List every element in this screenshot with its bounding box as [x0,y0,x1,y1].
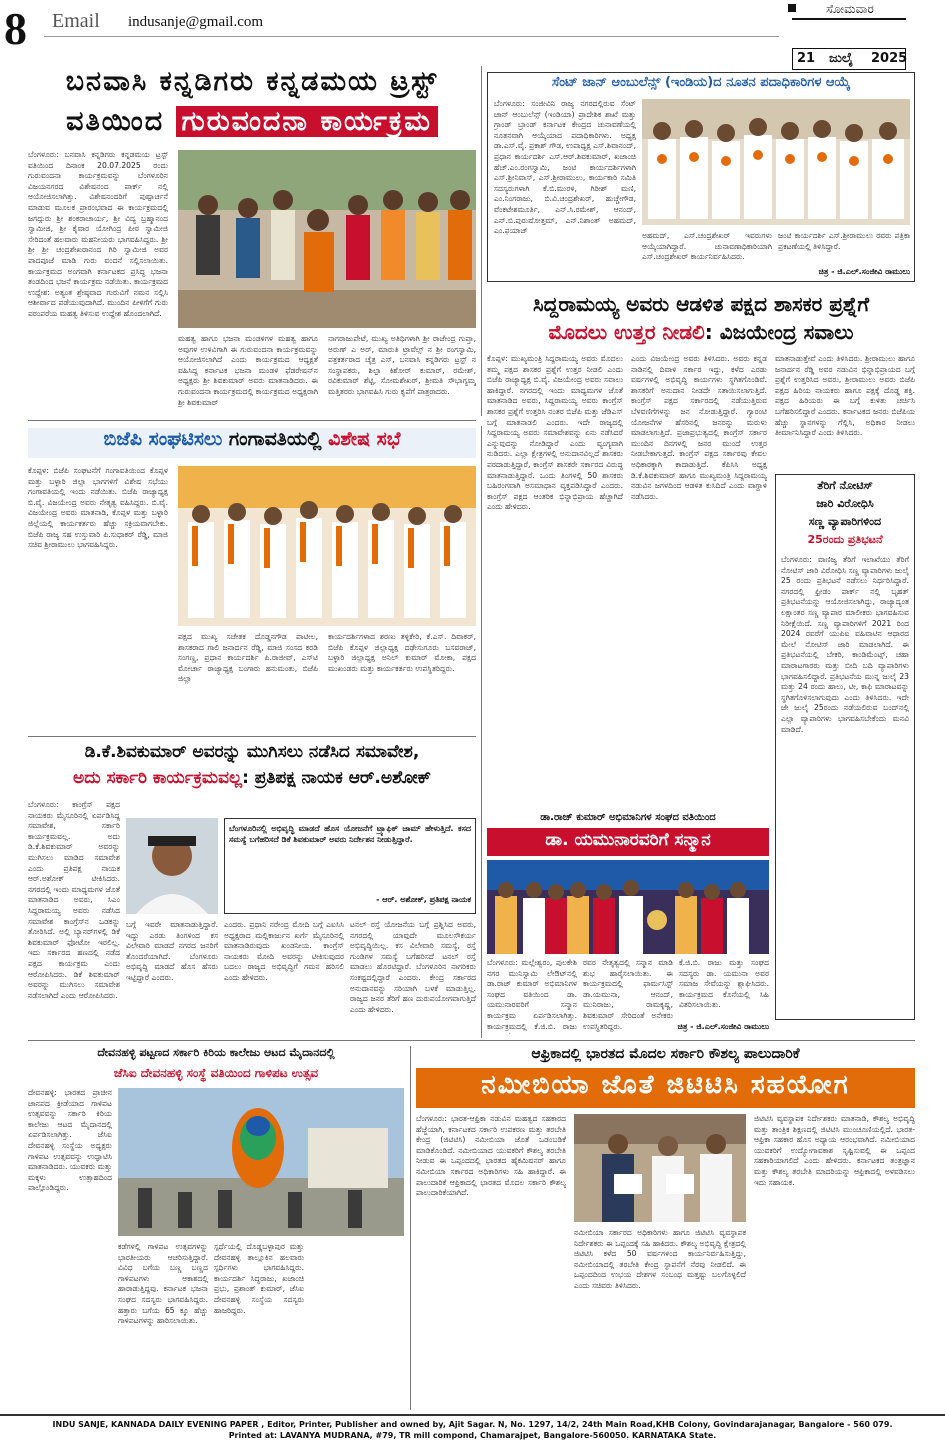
pull-quote [224,818,476,914]
kicker: ಆಫ್ರಿಕಾದಲ್ಲಿ ಭಾರತದ ಮೊದಲ ಸರ್ಕಾರಿ ಕೌಶಲ್ಯ ಪಾಲುದಾರಿಕೆ [531,1046,800,1062]
article-st-john [487,72,915,282]
article-column: ಎಂದು ವಿಜಯೇಂದ್ರ ಅವರು ತಿಳಿಸಿದರು. ಅವರು ಕನ್ನಡ ನಾಡಿನಲ್ಲಿ ದಿವಾಳಿ ಸರ್ಕಾರ ಇದ್ದು, ಕಳೆದ ಎರಡು ವರ್ಷಗಳಲ್ಲಿ ಅಭಿವೃದ್ಧಿ ಕಾರ್ಯಗಳು ಸ್ಥಗಿತಗೊಂಡಿವೆ. ಶಾಸಕರಿಗೆ ಅನುದಾನ ನೀಡದೇ ಸತಾಯಿಸಲಾಗುತ್ತಿದೆ. ಕಾಂಗ್ರೆಸ್ ಪಕ್ಷದ ಸರ್ಕಾರದಲ್ಲಿ ನಡೆಯುತ್ತಿರುವ ಬೆಳವಣಿಗೆಗಳನ್ನು ಜನ ನೋಡುತ್ತಿದ್ದಾರೆ. ಗ್ಯಾರಂಟಿ ಯೋಜನೆಗಳ ಹೆಸರಿನಲ್ಲಿ ಜನರನ್ನು ಮರುಳು ಮಾಡಲಾಗುತ್ತಿದೆ. ಪ್ರಜಾಪ್ರಭುತ್ವದಲ್ಲಿ ಕಾಂಗ್ರೆಸ್ ಸರ್ಕಾರ ಮುಂದಿನ ದಿನಗಳಲ್ಲಿ ಜನರ ಮುಂದೆ ಉತ್ತರ ನೀಡಬೇಕಾಗುತ್ತದೆ. ಕಾಂಗ್ರೆಸ್ ಪಕ್ಷದ ಸರ್ಕಾರವು ಕೇವಲ ಅಧಿಕಾರಕ್ಕಾಗಿ ಕಾದಾಡುತ್ತಿದೆ. ಕೆಪಿಸಿಸಿ ಅಧ್ಯಕ್ಷ ಡಿ.ಕೆ.ಶಿವಕುಮಾರ್ ಹಾಗೂ ಮುಖ್ಯಮಂತ್ರಿ ಸಿದ್ದರಾಮಯ್ಯ ನಡುವಿನ ಜಗಳದಿಂದ ಆಡಳಿತ ಕುಸಿದಿದೆ ಎಂದು ವಾಗ್ದಾಳಿ ನಡೆಸಿದರು. [631,354,767,501]
article-column: ರವರ ನೇತೃತ್ವದಲ್ಲಿ ಸನ್ಮಾನ ಮಾಡಿ ಶುಭ ಹಾರೈಸಲಾಯಿತು. ಈ ಕಾರ್ಯಕ್ರಮದಲ್ಲಿ ಫಾರ್ಮಸಿಸ್ಟ್ ಡಾ.ಯಮುನಾ, ಆನಂದ್, ಮುನಿರಾಜು, ರಾಮಕೃಷ್ಣ, ಶಿವಕುಮಾರ್ ಸೇರಿದಂತೆ ಅನೇಕರು ಉಪಸ್ಥಿತರಿದ್ದರು. [583,958,673,1031]
article-column: ಮಹತ್ವ ಹಾಗೂ ಭಜನಾ ಮಂಡಳಿಗಳ ಮಹತ್ವ ಹಾಗೂ ಅವುಗಳ ಉಳಿವಿಗಾಗಿ ಈ ಗುರುವಂದನಾ ಕಾರ್ಯಕ್ರಮವನ್ನು ಆಯೋಜಿಸಲಾಗಿದೆ ಎಂದು ಕಾರ್ಯಕ್ರಮದ ಆಧ್ಯಕ್ಷತೆ ವಹಿಸಿದ್ದ ಕರ್ನಾಟಕ ಭಜನಾ ಮಂಡಳಿ ಫೆಡರೇಷನ್‌ನ ಅಧ್ಯಕ್ಷರು ಶ್ರೀ ಶಿವಕುಮಾರ್ ಅವರು ಮಾತನಾಡಿದರು. ಈ ಗುರುವಂದನಾ ಕಾರ್ಯಕ್ರಮದಲ್ಲಿ ಕಾರ್ಯಕ್ರಮದ ಅಧ್ಯಕ್ಷರಾಗಿ ಶ್ರೀ ಶಿವಕುಮಾರ್ [178,334,318,407]
headline-line1: ಬನವಾಸಿ ಕನ್ನಡಿಗರು ಕನ್ನಡಮಯ ಟ್ರಸ್ಟ್ [65,66,439,97]
imprint-line1: INDU SANJE, KANNADA DAILY EVENING PAPER , Editor, Printer, Publisher and owned by, Ajit Sagar. N, No. 1297, 14/2, 24th Main Road,KHB Colony, Govindarajanagar, Bangalore - 560 079. [52,1420,893,1429]
headline-line2 [28,106,476,138]
article-column: ಮಾತನಾಡುತ್ತೇವೆ ಎಂದು ತಿಳಿಸಿದರು. ಶ್ರೀರಾಮುಲು ಹಾಗೂ ಜನಾರ್ದನ ರೆಡ್ಡಿ ಅವರ ನಡುವಿನ ಭಿನ್ನಾಭಿಪ್ರಾಯದ ಬಗ್ಗೆ ಪ್ರಶ್ನೆಗೆ ಉತ್ತರಿಸಿದ ಅವರು, ಶ್ರೀರಾಮುಲು ಅವರು ಬಿಜೆಪಿ ಪಕ್ಷದ ಹಿರಿಯ ನಾಯಕರು ಹಾಗೂ ಪಕ್ಷಕ್ಕೆ ದೊಡ್ಡ ಶಕ್ತಿ. ಪಕ್ಷದ ಹಿರಿಯರು ಈ ಬಗ್ಗೆ ಕುಳಿತು ಚರ್ಚಿಸಿ ಬಗೆಹರಿಸಲಿದ್ದಾರೆ ಎಂದರು. ಕರ್ನಾಟಕದ ಜನರು ಬಿಜೆಪಿಯ ಹೆಚ್ಚು ಸ್ಥಾನಗಳನ್ನು ಗೆಲ್ಲಿಸಿ, ಅಧಿಕಾರ ನೀಡಲು ತೀರ್ಮಾನಿಸಿದ್ದಾರೆ ಎಂದು ತಿಳಿಸಿದರು. [775,354,915,438]
headline: ನಮೀಬಿಯಾ ಜೊತೆ ಜಿಟಿಟಿಸಿ ಸಹಯೋಗ [416,1068,915,1108]
event-photo [118,1088,404,1236]
photo-credit: ಚಿತ್ರ - ಜಿ.ಎಲ್.ಸಂಜೀವಿ ರಾಮುಲು [677,1022,769,1031]
article-column: ಬೆಂಗಳೂರು: ಸಂಜೀವಿನಿ ರಾಜ್ಯ ನಗರದಲ್ಲಿರುವ ಸೆಂಟ್ ಜಾನ್ ಆಂಬುಲೆನ್ಸ್ (ಇಂಡಿಯಾ) ಪ್ರಾದೇಶಿಕ ಶಾಖೆ ಮತ್ತು ಗ್ರಾಂಡ್ ಬ್ರಾಂಡ್ ಕರ್ನಾಟಕ ಕೇಂದ್ರದ ಚುನಾವಣೆಯಲ್ಲಿ ನೂತನವಾಗಿ ಆಯ್ಕೆಯಾದ ಪದಾಧಿಕಾರಿಗಳು. ಅಧ್ಯಕ್ಷ ಡಾ.ಎಸ್.ವೈ. ಪ್ರಕಾಶ್ ಗೌಡ, ಉಪಾಧ್ಯಕ್ಷ ಎಸ್.ಶಿವಾನಂದ್, ಪ್ರಧಾನ ಕಾರ್ಯದರ್ಶಿ ಎಸ್.ಆರ್.ಶಿವಕುಮಾರ್, ಖಜಾಂಚಿ ಹೆಚ್.ಎಂ.ರಂಗಸ್ವಾಮಿ, ಜಂಟಿ ಕಾರ್ಯದರ್ಶಿಗಳಾಗಿ ಎಸ್.ಶ್ರೀನಿವಾಸ್, ಎಸ್.ಶ್ರೀರಾಮುಲು, ಕಾರ್ಯಕಾರಿ ಸಮಿತಿ ಸದಸ್ಯರುಗಳಾಗಿ ಕೆ.ಬಿ.ಮುರಳಿ, ಗಿರೀಶ್ ಮಣಿ, ಎಂ.ನಿಂಗರಾಜು, ಬಿ.ವಿ.ಚಂದ್ರಶೇಖರ್, ಹುಚ್ಚೇಗೌಡ, ವೆಂಕಟೇಶಮೂರ್ತಿ, ಎನ್.ಸಿ.ರಮೇಶ್, ಆನಂದ್, ಎನ್.ಬಿ.ಪುರುಷೋತ್ತಮ್, ಎನ್.ನಿಶಾಂತ್ ಅಹಮದ್, ಎಂ.ಫಯಾಜ್ [494,99,636,236]
date-row [792,48,906,70]
photo-credit: ಚಿತ್ರ - ಜಿ.ಎಲ್.ಸಂಜೀವಿ ರಾಮುಲು [818,267,910,276]
article-column: ಬೆಂಗಳೂರು: ಬನವಾಸಿ ಕನ್ನಡಿಗರು ಕನ್ನಡಮಯ ಟ್ರಸ್ಟ್ ವತಿಯಿಂದ ದಿನಾಂಕ 20.07.2025 ರಂದು ಗುರುವಂದನಾ ಕಾರ್ಯಕ್ರಮವನ್ನು ಬೆಂಗಳೂರಿನ ವಿಜಯನಗರದ ವಿಶೇಷನಂದ ಪಾರ್ಕ್ ನಲ್ಲಿ ಆಯೋಜಿಸಲಾಗಿತ್ತು. ವಿಶೇಷನಂದರಿಗೆ ಪುಷ್ಪಾರ್ಚನೆ ಮಾಡುವ ಮೂಲಕ ಪ್ರಾರಂಭವಾದ ಈ ಕಾರ್ಯಕ್ರಮದಲ್ಲಿ ಜಗದ್ಗುರು ಶ್ರೀ ಶಂಕರಾಚಾರ್ಯ, ಶ್ರೀ ವಿದ್ಯ ಬ್ರಹ್ಮಾನಂದ ಸ್ವಾಮೀಜಿ, ಶ್ರೀ ಕೈವಾರ ಯೋಗಿಂದ್ರ ಪೀಠ ಸ್ವಾಮೀಜಿ ಸೇರಿದಂತೆ ಹಲವಾರು ಮಹನೀಯರು ಭಾಗವಹಿಸಿದ್ದರು. ಶ್ರೀ ಶ್ರೀ ಶ್ರೀ ಚಂದ್ರಶೇಖರಾನಂದ ಗಿರಿ ಸ್ವಾಮೀಜಿ ಅವರ ಪಾದಪೂಜೆ ಮಾಡಿ ಗುರು ವಂದನೆ ಸಲ್ಲಿಸಲಾಯಿತು. ಕಾರ್ಯಕ್ರಮದ ಅಂಗವಾಗಿ ಕರ್ನಾಟಕದ ಪ್ರಸಿದ್ಧ ಭಜನಾ ತಂಡದಿಂದ ಭಜನೆ ಕಾರ್ಯಕ್ರಮ ನಡೆಯಿತು. ಕಾರ್ಯಕ್ರಮದ ಉದ್ದೇಶ: ಅತ್ಯಂತ ಶ್ರೇಷ್ಠವಾದ ಗುರುವಿಗೆ ನಮನ ಸಲ್ಲಿಸಿ ಆಶೀರ್ವಾದ ಪಡೆಯುವುದಾಗಿದೆ. ಮುಂದಿನ ಪೀಳಿಗೆಗೆ ಗುರು ಪರಂಪರೆಯ ಮಹತ್ವ ತಿಳಿಸುವ ಉದ್ದೇಶ ಹೊಂದಲಾಗಿದೆ. [28,150,168,318]
article-column: ಪಕ್ಷದ ಮುಖ್ಯ ಸಚೇತಕ ದೊಡ್ಡನಗೌಡ ಪಾಟೀಲ, ಶಾಸಕರಾದ ಗಾಲಿ ಜನಾರ್ದನ ರೆಡ್ಡಿ, ಮಾಜಿ ಸಂಸದ ಕರಡಿ ಸಂಗಣ್ಣ, ಪ್ರಧಾನ ಕಾರ್ಯದರ್ಶಿ ಪಿ.ರಾಜೀವ್, ಎಸ್‌ಟಿ ಮೋರ್ಚಾ ರಾಜ್ಯಾಧ್ಯಕ್ಷ ಬಂಗಾರು ಹನುಮಂತು, ಬಿಜೆಪಿ ಜಿಲ್ಲಾ [178,632,318,684]
headline-part1: ಬಿಜೆಪಿ ಸಂಘಟಿಸಲು [103,428,229,450]
quote-text: ಬೆಂಗಳೂರಿನಲ್ಲಿ ಅಭಿವೃದ್ಧಿ ಮಾಡದೆ ಹೊಸ ಯೋಜನೆಗೆ ಟ್ರ್ಯಾಫಿಕ್ ಜಾಮ್ ಹೇಳುತ್ತಿದೆ. ಕಸದ ಸಮಸ್ಯೆ ಬಗೆಹರಿಸದೆ ಡಿಕೆ ಶಿವಕುಮಾರ್ ಅವರು ನಿರ್ದೇಶನ ನೀಡುತ್ತಿದ್ದಾರೆ. [229,824,471,844]
article-gurvandana [28,66,476,416]
headline-part2: ಗಂಗಾವತಿಯಲ್ಲಿ [228,428,329,450]
date-weekday: ಸೋಮವಾರ [826,2,874,16]
kicker: ಡಾ.ರಾಜ್ ಕುಮಾರ್ ಅಭಿಮಾನಿಗಳ ಸಂಘದ ವತಿಯಿಂದ [540,812,716,823]
article-bjp-gangavati [28,426,476,726]
date-rule [792,18,906,20]
email-label: Email [52,10,100,32]
article-column: ಸ್ಪರ್ಧೆಯಲ್ಲಿ ದೊಡ್ಡಬಳ್ಳಾಪುರ ಮತ್ತು ದೇವನಹಳ್ಳಿ ತಾಲ್ಲೂಕಿನ ಹಲವಾರು ಸ್ಪರ್ಧಿಗಳು ಭಾಗವಹಿಸಿದ್ದರು. ಕಾರ್ಯದರ್ಶಿ ಸಿದ್ಧರಾಜು, ಖಜಾಂಚಿ ಪ್ರಭು, ಪ್ರಶಾಂತ್ ಕುಮಾರ್, ಜೆಸಿಐ ದೇವನಹಳ್ಳಿ ಸಂಸ್ಥೆಯ ಸದಸ್ಯರು ಹಾಜರಿದ್ದರು. [214,1242,304,1315]
article-kite-festival [28,1046,404,1410]
article-column: ಟನಲ್ ರಸ್ತೆ ಯೋಜನೆಯ ಬಗ್ಗೆ ಪ್ರಶ್ನಿಸಿದ ಅವರು, ನಗರದಲ್ಲಿ ಯಾವುದೇ ಮೂಲಸೌಕರ್ಯ ಅಭಿವೃದ್ಧಿಯಿಲ್ಲ. ಕಸ ವಿಲೇವಾರಿ ಸಮಸ್ಯೆ, ರಸ್ತೆ ಗುಂಡಿಗಳ ಸಮಸ್ಯೆ ಬಗೆಹರಿಸದೆ ಟನಲ್ ರಸ್ತೆ ಮಾಡಲು ಹೊರಟಿದ್ದಾರೆ. ಬೆಂಗಳೂರಿನ ನಾಗರಿಕರು ಸಂಕಷ್ಟದಲ್ಲಿದ್ದಾರೆ ಎಂದರು. ಕೇಂದ್ರ ಸರ್ಕಾರದ ಅನುದಾನವನ್ನು ಸರಿಯಾಗಿ ಬಳಕೆ ಮಾಡುತ್ತಿಲ್ಲ. ರಾಜ್ಯದ ಜನರ ತೆರಿಗೆ ಹಣ ದುರುಪಯೋಗವಾಗುತ್ತಿದೆ ಎಂದು ಹೇಳಿದರು. [350,920,476,1014]
row-divider [28,420,476,421]
article-ashok [28,742,476,1038]
article-tax-notice [775,474,915,1020]
headline-line2-part2: ಗುರುವಂದನಾ ಕಾರ್ಯಕ್ರಮ [176,106,438,137]
article-column: ದೇವನಹಳ್ಳಿ: ಭಾರತದ ಪ್ರಾಚೀನ ಜಾನಪದ ಕ್ರೀಡೆಯಾದ ಗಾಳಿಪಟ ಉತ್ಸವವನ್ನು ಸರ್ಕಾರಿ ಕಿರಿಯ ಕಾಲೇಜು ಆಟದ ಮೈದಾನದಲ್ಲಿ ಏರ್ಪಡಿಸಲಾಗಿತ್ತು. ಜೆಸಿಐ ದೇವನಹಳ್ಳಿ ಸಂಸ್ಥೆಯ ಅಧ್ಯಕ್ಷರು ಗಾಳಿಪಟ ಉತ್ಸವವನ್ನು ಉದ್ಘಾಟಿಸಿ ಮಾತನಾಡಿದರು. ಯುವಕರು ಮತ್ತು ಮಕ್ಕಳು ಉತ್ಸಾಹದಿಂದ ಪಾಲ್ಗೊಂಡಿದ್ದರು. [28,1088,112,1193]
article-column: ಎಂದರು. ಪ್ರಧಾನಿ ನರೇಂದ್ರ ಮೋದಿ ಬಗ್ಗೆ ಎಐಸಿಸಿ ಅಧ್ಯಕ್ಷರಾದ ಮಲ್ಲಿಕಾರ್ಜುನ ಖರ್ಗೆ ಮೈಸೂರಿನಲ್ಲಿ ಮಾತನಾಡಿರುವುದು ಖಂಡನೀಯ. ಕಾಂಗ್ರೆಸ್ ನಾಯಕರು ಮೋದಿ ಅವರನ್ನು ಟೀಕಿಸುವುದರ ಬದಲು ರಾಜ್ಯದ ಅಭಿವೃದ್ಧಿಗೆ ಗಮನ ಹರಿಸಲಿ ಎಂದು ಹೇಳಿದರು. [224,920,344,982]
headline-line2-part1: ಅದು ಸರ್ಕಾರಿ ಕಾರ್ಯಕ್ರಮವಲ್ಲ [73,768,243,788]
headline-line2-part2: : ಪ್ರತಿಪಕ್ಷ ನಾಯಕ ಆರ್.ಅಶೋಕ್ [242,768,431,788]
portrait-photo [126,818,218,914]
article-column: ಬೆಂಗಳೂರು: ಭಾರತ-ಆಫ್ರಿಕಾ ನಡುವಿನ ಮಹತ್ವದ ಸಹಕಾರದ ಹೆಜ್ಜೆಯಾಗಿ, ಕರ್ನಾಟಕದ ಸರ್ಕಾರಿ ಉಪಕರಣ ಮತ್ತು ತರಬೇತಿ ಕೇಂದ್ರ (ಜಿಟಿಟಿಸಿ) ನಮೀಬಿಯಾ ಜೊತೆ ಒಡಂಬಡಿಕೆ ಮಾಡಿಕೊಂಡಿದೆ. ನಮೀಬಿಯಾದ ಯುವಕರಿಗೆ ಕೌಶಲ್ಯ ತರಬೇತಿ ನೀಡುವ ಈ ಒಪ್ಪಂದದಲ್ಲಿ ಭಾರತದ ಹೈಕಮಿಷನರ್ ಹಾಗೂ ನಮೀಬಿಯಾ ಸರ್ಕಾರದ ಅಧಿಕಾರಿಗಳು ಸಹಿ ಹಾಕಿದ್ದಾರೆ. ಈ ಪಾಲುದಾರಿಕೆ ಆಫ್ರಿಕಾದಲ್ಲಿ ಭಾರತದ ಮೊದಲ ಸರ್ಕಾರಿ ಕೌಶಲ್ಯ ಪಾಲುದಾರಿಕೆಯಾಗಿದೆ. [416,1114,566,1198]
headline-line2 [487,320,915,344]
row-divider [28,736,476,737]
article-column: ಬಗ್ಗೆ ಇವರೇ ಮಾತನಾಡುತ್ತಿದ್ದಾರೆ. ಇದ್ದು ಎರಡು ತಿಂಗಳಿಂದ ಕಸ ವಿಲೇವಾರಿ ಮಾಡದೆ ನಗರದ ಜನರಿಗೆ ತೊಂದರೆಯಾಗಿದೆ. ಬೆಂಗಳೂರು ಅಭಿವೃದ್ಧಿ ಮಾಡದೆ ಹೊಸ ಹೆಸರು ಇಟ್ಟಿದ್ದಾರೆ ಎಂದರು. [126,920,218,982]
headline-part3: ವಿಶೇಷ ಸಭೆ [328,428,401,450]
headline: ಡಾ. ಯಮುನಾರವರಿಗೆ ಸನ್ಮಾನ [487,828,769,856]
headline-line2-part1: ವತಿಯಿಂದ [66,106,176,137]
headline: ಸೆಂಟ್ ಜಾನ್ ಆಂಬುಲೆನ್ಸ್ (ಇಂಡಿಯ)ದ ನೂತನ ಪದಾಧಿಕಾರಿಗಳ ಆಯ್ಕೆ [551,75,851,90]
article-column: ಜಂಟಿ ಕಾರ್ಯದರ್ಶಿ ಎಸ್.ಶ್ರೀರಾಮುಲು ರವರು ಪತ್ರಿಕಾ ಪ್ರಕಟಣೆಯಲ್ಲಿ ತಿಳಿಸಿದ್ದಾರೆ. [778,231,910,251]
headline-line2-part1: ಮೊದಲು ಉತ್ತರ ನೀಡಲಿ [548,320,705,344]
article-namibia [416,1046,915,1410]
article-column: ಕೊಪ್ಪಳ: ಮುಖ್ಯಮಂತ್ರಿ ಸಿದ್ದರಾಮಯ್ಯ ಅವರು ಮೊದಲು ತಮ್ಮ ಪಕ್ಷದ ಶಾಸಕರ ಪ್ರಶ್ನೆಗೆ ಉತ್ತರ ನೀಡಲಿ ಎಂದು ಬಿಜೆಪಿ ರಾಜ್ಯಾಧ್ಯಕ್ಷ ಬಿ.ವೈ. ವಿಜಯೇಂದ್ರ ಅವರು ಸವಾಲು ಹಾಕಿದ್ದಾರೆ. ನಗರದಲ್ಲಿ ಇಂದು ಮಾಧ್ಯಮಗಳ ಜೊತೆ ಮಾತನಾಡಿದ ಅವರು, ಸಿದ್ದರಾಮಯ್ಯ ಅವರು ಕಾಂಗ್ರೆಸ್ ಶಾಸಕರ ಪ್ರಶ್ನೆಗೆ ಉತ್ತರಿಸಿ ನಂತರ ಬಿಜೆಪಿ ಮತ್ತು ಜೆಡಿಎಸ್ ಬಗ್ಗೆ ಮಾತನಾಡಲಿ ಎಂದರು. ಇದೇ ರಾಜ್ಯದಲ್ಲಿ ಸಿದ್ದರಾಮಯ್ಯ ಅವರು ಸಮಾವೇಶವನ್ನು ಏನು ನಡೆಸಿದರೆ ಎನ್ನುವುದನ್ನು ನೋಡಿದ್ದಾರೆ ಎಂದು ವ್ಯಂಗ್ಯವಾಗಿ ನುಡಿದರು. ಎಲ್ಲಾ ಕ್ಷೇತ್ರಗಳಲ್ಲಿ ಅನುದಾನವಿಲ್ಲದೆ ಶಾಸಕರು ಪರದಾಡುತ್ತಿದ್ದಾರೆ, ಕಾಂಗ್ರೆಸ್ ಶಾಸಕರೇ ಸರ್ಕಾರದ ವಿರುದ್ಧ ಮಾತನಾಡುತ್ತಿದ್ದಾರೆ. ಒಂದು ತಿಂಗಳಲ್ಲಿ 50 ಶಾಸಕರು ಬಹಿರಂಗವಾಗಿ ಅಸಮಾಧಾನ ವ್ಯಕ್ತಪಡಿಸಿದ್ದಾರೆ ಎಂದರು. ಕಾಂಗ್ರೆಸ್ ಪಕ್ಷದ ಆಂತರಿಕ ಭಿನ್ನಾಭಿಪ್ರಾಯ ಹೆಚ್ಚಾಗಿದೆ ಎಂದು ಹೇಳಿದರು. [487,354,623,512]
email-address[interactable]: indusanje@gmail.com [128,14,264,30]
imprint-footer [0,1414,945,1446]
article-column: ಕಡೆಗಳಲ್ಲಿ ಗಾಳಿಪಟ ಉತ್ಸವಗಳನ್ನು ಭಾರತೀಯರು ಆಚರಿಸುತ್ತಿದ್ದಾರೆ. ವಿವಿಧ ಬಗೆಯ ಬಣ್ಣ ಬಣ್ಣದ ಗಾಳಿಪಟಗಳು ಆಕಾಶದಲ್ಲಿ ಹಾರಾಡುತ್ತಿದ್ದವು. ಕರ್ನಾಟಕ ಭಜನಾ ಸಂಘದ ಸದಸ್ಯರು ಭಾಗವಹಿಸಿದ್ದರು. ಹತ್ತಾರು ಬಗೆಯ 65 ಕ್ಕೂ ಹೆಚ್ಚು ಗಾಳಿಪಟಗಳನ್ನು ಹಾರಿಸಲಾಯಿತು. [118,1242,208,1326]
event-photo [574,1114,746,1222]
kicker: ತೆರಿಗೆ ನೋಟಿಸ್ [817,479,873,492]
row-divider [28,1040,915,1041]
quote-author: - ಆರ್. ಅಶೋಕ್, ಪ್ರತಿಪಕ್ಷ ನಾಯಕ [376,895,471,904]
date-month: ಜುಲೈ [829,51,853,66]
headline-line1: ಸಿದ್ದರಾಮಯ್ಯ ಅವರು ಆಡಳಿತ ಪಕ್ಷದ ಶಾಸಕರ ಪ್ರಶ್ನೆಗೆ [533,292,869,316]
article-column: ಕೊಪ್ಪಳ: ಬಿಜೆಪಿ ಸಂಘಟನೆಗೆ ಗಂಗಾವತಿಯಿಂದ ಕೊಪ್ಪಳ ಮತ್ತು ಬಳ್ಳಾರಿ ಜಿಲ್ಲಾ ಭಾಗಗಳಿಗೆ ವಿಶೇಷ ಸಭೆಯು ಗಂಗಾವತಿಯಲ್ಲಿ ಇಂದು ನಡೆಯಿತು. ಬಿಜೆಪಿ ರಾಜ್ಯಾಧ್ಯಕ್ಷ ಬಿ.ವೈ. ವಿಜಯೇಂದ್ರ ಅವರು ನೇತೃತ್ವ ವಹಿಸಿದ್ದರು. ಬಿ.ವೈ. ವಿಜಯೇಂದ್ರ ಅವರು ಮಾತನಾಡಿ, ಕೊಪ್ಪಳ ಮತ್ತು ಬಳ್ಳಾರಿ ಜಿಲ್ಲೆಯಲ್ಲಿ ಕಾರ್ಯಕರ್ತರು ಹೆಚ್ಚು ಸಕ್ರಿಯವಾಗಬೇಕು. ಬಿಜೆಪಿ ರಾಜ್ಯ ಸಹ ಉಸ್ತುವಾರಿ ಪಿ.ಸುಧಾಕರ್ ರೆಡ್ಡಿ, ಮಾಜಿ ಸಚಿವ ಶ್ರೀರಾಮುಲು ಭಾಗವಹಿಸಿದ್ದರು. [28,466,168,550]
kicker: ದೇವನಹಳ್ಳಿ ಪಟ್ಟಣದ ಸರ್ಕಾರಿ ಕಿರಿಯ ಕಾಲೇಜು ಆಟದ ಮೈದಾನದಲ್ಲಿ [97,1046,335,1059]
article-column: ಕೆ.ಜಿ.ಬಿ. ರಾಜು ಮತ್ತು ಸಂಘದ ಸದಸ್ಯರು ಡಾ. ಯಮುನಾ ಅವರ ಸಮಾಜ ಸೇವೆಯನ್ನು ಶ್ಲಾಘಿಸಿದರು. ಕಾರ್ಯಕ್ರಮದ ಕೊನೆಯಲ್ಲಿ ಸಿಹಿ ವಿತರಿಸಲಾಯಿತು. [679,958,769,1010]
event-photo [487,860,769,954]
headline-line3: 25ರಂದು ಪ್ರತಿಭಟನೆ [807,533,883,546]
event-photo [178,150,476,328]
column-divider [481,426,482,1038]
headline-line1: ಜಾರಿ ವಿರೋಧಿಸಿ [816,497,874,510]
date-day: 21 [797,51,816,66]
event-photo [178,466,476,626]
article-column: ಜಿಟಿಟಿಸಿ ವ್ಯವಸ್ಥಾಪಕ ನಿರ್ದೇಶಕರು ಮಾತನಾಡಿ, ಕೌಶಲ್ಯ ಅಭಿವೃದ್ಧಿ ಮತ್ತು ತಾಂತ್ರಿಕ ಶಿಕ್ಷಣದಲ್ಲಿ ಜಿಟಿಟಿಸಿ ಮುಂಚೂಣಿಯಲ್ಲಿದೆ. ಭಾರತ-ಆಫ್ರಿಕಾ ಸಹಕಾರ ಹೊಸ ಅಧ್ಯಾಯ ಆರಂಭವಾಗಿದೆ. ನಮೀಬಿಯಾದ ಯುವಕರಿಗೆ ಉದ್ಯೋಗಾವಕಾಶ ಸೃಷ್ಟಿಸುವಲ್ಲಿ ಈ ಒಪ್ಪಂದ ಸಹಕಾರಿಯಾಗಲಿದೆ ಎಂದು ಹೇಳಿದರು. ಕರ್ನಾಟಕದ ತಂತ್ರಜ್ಞಾನ ಮತ್ತು ಕೌಶಲ್ಯ ತರಬೇತಿ ಮಾದರಿಯನ್ನು ಆಫ್ರಿಕಾದಲ್ಲಿ ಅಳವಡಿಸಲು ಇದು ಸಹಾಯಕ. [754,1114,915,1187]
imprint-line2: Printed at: LAVANYA MUDRANA, #79, TR mill compond, Chamarajpet, Bangalore-560050. KARNATAKA State. [228,1431,717,1440]
headline [28,428,476,458]
group-photo [642,99,910,225]
article-body: ಬೆಂಗಳೂರು: ವಾಣಿಜ್ಯ ತೆರಿಗೆ ಇಲಾಖೆಯು ತೆರಿಗೆ ನೋಟಿಸ್ ಜಾರಿ ವಿರೋಧಿಸಿ ಸಣ್ಣ ವ್ಯಾಪಾರಿಗಳು ಜುಲೈ 25 ರಂದು ಪ್ರತಿಭಟನೆ ನಡೆಸಲು ನಿರ್ಧರಿಸಿದ್ದಾರೆ. ನಗರದಲ್ಲಿ ಫ್ರೀಡಂ ಪಾರ್ಕ್ ನಲ್ಲಿ ಬೃಹತ್ ಪ್ರತಿಭಟನೆಯನ್ನು ಆಯೋಜಿಸಲಾಗಿದ್ದು, ರಾಜ್ಯಾದ್ಯಂತ ಲಕ್ಷಾಂತರ ಸಣ್ಣ ವ್ಯಾಪಾರ ಮಾಲೀಕರು ಭಾಗವಹಿಸುವ ನಿರೀಕ್ಷೆಯಿದೆ. ಸಣ್ಣ ವ್ಯಾಪಾರಿಗಳಿಗೆ 2021 ರಿಂದ 2024 ರವರೆಗೆ ಯುಪಿಐ ವಹಿವಾಟಿನ ಆಧಾರದ ಮೇಲೆ ನೋಟಿಸ್ ಜಾರಿ ಮಾಡಲಾಗಿದೆ. ಈ ಪ್ರತಿಭಟನೆಯಲ್ಲಿ ಬೇಕರಿ, ಕಾಂಡಿಮೆಂಟ್ಸ್, ಚಹಾ ಮಾರಾಟಗಾರರು ಮತ್ತು ಬೀದಿ ಬದಿ ವ್ಯಾಪಾರಿಗಳು ಭಾಗವಹಿಸಲಿದ್ದಾರೆ. ಪ್ರತಿಭಟನೆಯ ಮುನ್ನ ಜುಲೈ 23 ಮತ್ತು 24 ರಂದು ಹಾಲು, ಟೀ, ಕಾಫಿ ಮಾರಾಟವನ್ನು ಸ್ಥಗಿತಗೊಳಿಸಲಾಗುವುದು ಎಂದು ತಿಳಿಸಿದರು. ಇದೇ ಜೇ ಜುಲೈ 25ರಂದು ನಡೆಯಲಿರುವ ಬಂದ್‌ನಲ್ಲಿ ಎಲ್ಲಾ ವ್ಯಾಪಾರಿಗಳು ಭಾಗವಹಿಸಬೇಕೆಂದು ಮನವಿ ಮಾಡಿದೆ. [781,555,909,734]
article-column: ಬೆಂಗಳೂರು: ಕಾಂಗ್ರೆಸ್ ಪಕ್ಷದ ನಾಯಕರು ಮೈಸೂರಿನಲ್ಲಿ ಏರ್ಪಡಿಸಿದ್ದ ಸಮಾವೇಶ, ಸರ್ಕಾರಿ ಕಾರ್ಯಕ್ರಮವಲ್ಲ. ಅದು ಡಿ.ಕೆ.ಶಿವಕುಮಾರ್ ಅವರನ್ನು ಮುಗಿಸಲು ಮಾಡಿದ ಸಮಾವೇಶ ಎಂದು ಪ್ರತಿಪಕ್ಷ ನಾಯಕ ಆರ್.ಅಶೋಕ್ ಟೀಕಿಸಿದರು. ನಗರದಲ್ಲಿ ಇಂದು ಮಾಧ್ಯಮಗಳ ಜೊತೆ ಮಾತನಾಡಿದ ಅವರು, ಸಿಎಂ ಸಿದ್ದರಾಮಯ್ಯ ಅವರು ನಡೆಸಿದ ಸಮಾವೇಶ ಕಾಂಗ್ರೆಸ್‌ನ ಒಡಕನ್ನು ತೋರಿಸಿದೆ. ಅಲ್ಲಿ ಬ್ಯಾನರ್‌ಗಳಲ್ಲಿ ಡಿಕೆ ಶಿವಕುಮಾರ್ ಫೋಟೋ ಇರಲಿಲ್ಲ. ಇದು ಸರ್ಕಾರದ ಹಣದಲ್ಲಿ ನಡೆದ ಪಕ್ಷದ ಕಾರ್ಯಕ್ರಮ ಎಂದು ಆರೋಪಿಸಿದರು. ಡಿಕೆ ಶಿವಕುಮಾರ್ ಅವರನ್ನು ಮುಗಿಸಲು ಸಮಾವೇಶ ನಡೆಸಲಾಗಿದೆ ಎಂದು ಆರೋಪಿಸಿದರು. [28,800,120,1000]
masthead-rule [44,36,779,37]
date-ornament [788,4,796,12]
column-divider [481,66,482,416]
date-box [786,2,912,70]
date-year: 2025 [871,51,908,66]
headline-line1: ಡಿ.ಕೆ.ಶಿವಕುಮಾರ್ ಅವರನ್ನು ಮುಗಿಸಲು ನಡೆಸಿದ ಸಮಾವೇಶ, [84,742,420,762]
headline-line2 [28,768,476,788]
column-divider [410,1046,411,1410]
headline-line2: ಸಣ್ಣ ವ್ಯಾಪಾರಿಗಳಿಂದ [808,515,882,528]
article-column: ನಾಗರಾಜುಪೇಟೆ, ಮುಖ್ಯ ಅತಿಥಿಗಳಾಗಿ ಶ್ರೀ ರಾಜೇಂದ್ರ ಗುಪ್ತಾ, ಅರುಣ್ ಎ ಅರ್, ಮಾರುತಿ ಟ್ರಾವೆಲ್ಸ್ ನ ಶ್ರೀ ರಂಗಸ್ವಾಮಿ, ಪತ್ರಕರ್ತರಾದ ಚೈತ್ರ ಎಸ್, ಬನವಾಸಿ ಕನ್ನಡಿಗರು ಟ್ರಸ್ಟ್ ನ ಸಂಸ್ಥಾಪಕರು, ಶಿಲ್ಪಾ ಕಿಶೋರ್ ಕುಮಾರ್, ರಮೇಶ್, ರವಿಕುಮಾರ್ ಶೆಟ್ಟಿ, ಸೋಮಶೇಖರ್, ಶ್ರೀಮತಿ ಸೌಭಾಗ್ಯಮ್ಮ ಮತ್ತಿತರರು ಭಾಗವಹಿಸಿ ಗುರು ಕೃಪೆಗೆ ಪಾತ್ರರಾದರು. [328,334,476,396]
headline-line2-part2: : ವಿಜಯೇಂದ್ರ ಸವಾಲು [704,320,854,344]
headline: ಜೆಸಿಐ ದೇವನಹಳ್ಳಿ ಸಂಸ್ಥೆ ವತಿಯಿಂದ ಗಾಳಿಪಟ ಉತ್ಸವ [113,1066,319,1080]
article-column: ಕಾರ್ಯದರ್ಶಿಗಳಾದ ಶರಣು ತಳ್ಳಿಕೇರಿ, ಕೆ.ಎಸ್. ದಿವಾಕರ್, ಬಿಜೆಪಿ ಕೊಪ್ಪಳ ಜಿಲ್ಲಾಧ್ಯಕ್ಷ ದಢೇಸುಗೂರು ಬಸವರಾಜ್, ಬಳ್ಳಾರಿ ಜಿಲ್ಲಾಧ್ಯಕ್ಷ ಅನಿಲ್ ಕುಮಾರ್ ಮೋಕಾ, ಪಕ್ಷದ ಮುಖಂಡರು ಮತ್ತು ಕಾರ್ಯಕರ್ತರು ಉಪಸ್ಥಿತರಿದ್ದರು. [328,632,476,673]
article-column: ಅಹಮದ್, ಎಸ್.ಚಂದ್ರಶೇಖರ್ ಇವರುಗಳು ಆಯ್ಕೆಯಾಗಿದ್ದಾರೆ. ಚುನಾವಣಾಧಿಕಾರಿಯಾಗಿ ಎಸ್.ಚಂದ್ರಶೇಖರ್ ಕಾರ್ಯನಿರ್ವಹಿಸಿದರು. [642,231,772,262]
article-yamuna [487,812,769,1034]
article-column: ನಮೀಬಿಯಾ ಸರ್ಕಾರದ ಅಧಿಕಾರಿಗಳು ಹಾಗೂ ಜಿಟಿಟಿಸಿ ವ್ಯವಸ್ಥಾಪಕ ನಿರ್ದೇಶಕರು ಈ ಒಪ್ಪಂದಕ್ಕೆ ಸಹಿ ಹಾಕಿದರು. ಕೌಶಲ್ಯ ಅಭಿವೃದ್ಧಿ ಕ್ಷೇತ್ರದಲ್ಲಿ ಜಿಟಿಟಿಸಿ ಕಳೆದ 50 ವರ್ಷಗಳಿಂದ ಕಾರ್ಯನಿರ್ವಹಿಸುತ್ತಿದ್ದು, ನಮೀಬಿಯಾದಲ್ಲಿ ತರಬೇತಿ ಕೇಂದ್ರ ಸ್ಥಾಪನೆಗೆ ನೆರವು ನೀಡಲಿದೆ. ಈ ಒಪ್ಪಂದದಿಂದ ಉಭಯ ದೇಶಗಳ ಸಂಬಂಧ ಮತ್ತಷ್ಟು ಬಲಗೊಳ್ಳಲಿದೆ ಎಂದು ಸಚಿವರು ತಿಳಿಸಿದರು. [574,1228,746,1290]
article-column: ಬೆಂಗಳೂರು: ಮಲ್ಲೇಶ್ವರಂ, ಪುಲಕೇಶಿ ನಗರ ಮುನಿಸ್ವಾಮಿ ಲೇಔಟ್‌ನಲ್ಲಿ ಡಾ.ರಾಜ್ ಕುಮಾರ್ ಅಭಿಮಾನಿಗಳ ಸಂಘದ ವತಿಯಿಂದ ಡಾ. ಯಮುನಾರವರಿಗೆ ಸನ್ಮಾನ ಕಾರ್ಯಕ್ರಮ ಏರ್ಪಡಿಸಲಾಗಿತ್ತು. ಕಾರ್ಯಕ್ರಮದಲ್ಲಿ ಕೆ.ಜಿ.ಬಿ. ರಾಜು [487,958,577,1031]
page-number: 8 [4,3,27,54]
